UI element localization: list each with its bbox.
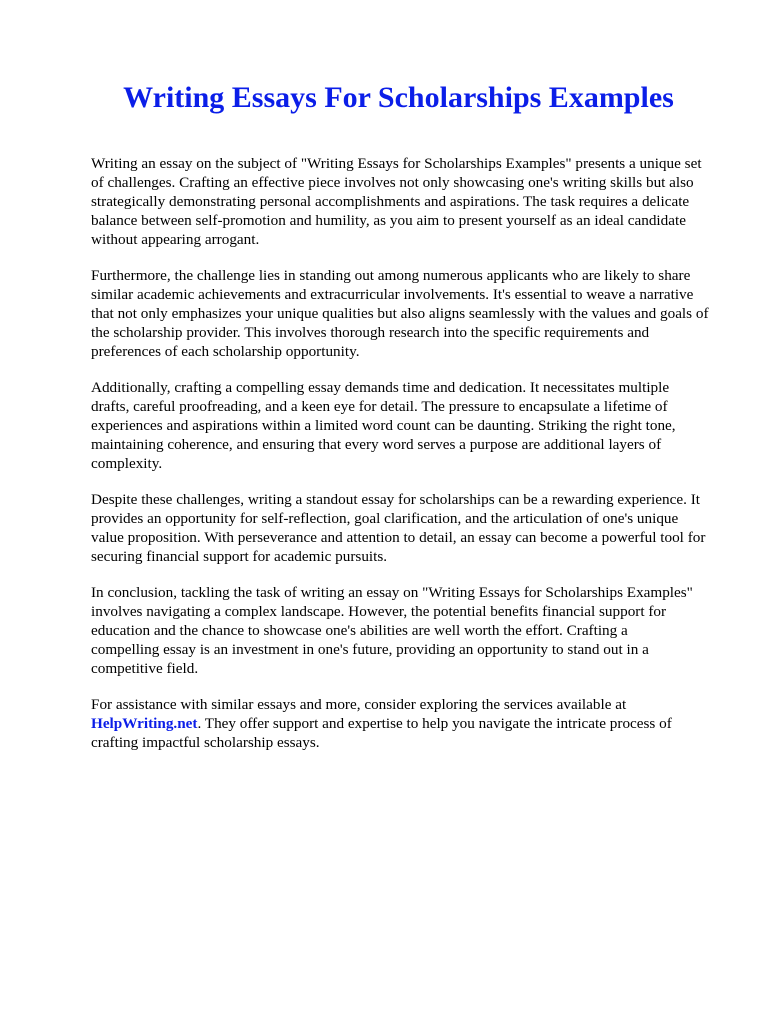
paragraph-6 [91,695,726,752]
paragraph-3 [91,378,726,473]
helpwriting-link[interactable]: HelpWriting.net [91,715,198,732]
paragraph-line: involves navigating a complex landscape. However, the potential benefits financial support for [91,603,667,620]
paragraph-line-with-link [91,714,726,733]
paragraph-line: complexity. [91,455,163,472]
paragraph-line: competitive field. [91,660,199,677]
paragraph-line: Writing an essay on the subject of "Writing Essays for Scholarships Examples" presents a unique set [91,155,702,172]
link-trailing-text: . They offer support and expertise to help you navigate the intricate process of [197,715,672,732]
paragraph-line: maintaining coherence, and ensuring that every word serves a purpose are additional layers of [91,436,662,453]
paragraph-line: strategically demonstrating personal accomplishments and aspirations. The task requires a delicate [91,193,690,210]
paragraph-line: balance between self-promotion and humility, as you aim to present yourself as an ideal candidate [91,212,686,229]
paragraph-line: securing financial support for academic pursuits. [91,548,388,565]
paragraph-line: preferences of each scholarship opportunity. [91,343,360,360]
paragraph-line: Despite these challenges, writing a standout essay for scholarships can be a rewarding experience. It [91,491,700,508]
paragraph-line: experiences and aspirations within a limited word count can be daunting. Striking the right tone, [91,417,676,434]
paragraph-line: drafts, careful proofreading, and a keen eye for detail. The pressure to encapsulate a lifetime of [91,398,668,415]
paragraph-2 [91,266,726,361]
paragraph-line: without appearing arrogant. [91,231,260,248]
paragraph-5 [91,583,726,678]
paragraph-line: education and the chance to showcase one's abilities are well worth the effort. Crafting a [91,622,628,639]
paragraph-line: value proposition. With perseverance and attention to detail, an essay can become a powerful tool for [91,529,706,546]
paragraph-line: compelling essay is an investment in one's future, providing an opportunity to stand out in a [91,641,649,658]
paragraph-line: the scholarship provider. This involves thorough research into the specific requirements and [91,324,650,341]
paragraph-line: similar academic achievements and extracurricular involvements. It's essential to weave a narrative [91,286,694,303]
paragraph-1 [91,154,726,249]
paragraph-line: provides an opportunity for self-reflection, goal clarification, and the articulation of one's unique [91,510,679,527]
paragraph-line: that not only emphasizes your unique qualities but also aligns seamlessly with the values and goals of [91,305,709,322]
paragraph-line: Furthermore, the challenge lies in standing out among numerous applicants who are likely to share [91,267,691,284]
paragraph-line: For assistance with similar essays and more, consider exploring the services available at [91,696,627,713]
paragraph-line: of challenges. Crafting an effective piece involves not only showcasing one's writing skills but also [91,174,694,191]
paragraph-line: crafting impactful scholarship essays. [91,734,320,751]
paragraph-line: In conclusion, tackling the task of writing an essay on "Writing Essays for Scholarships Examples" [91,584,693,601]
paragraph-4 [91,490,726,566]
document-title: Writing Essays For Scholarships Examples [123,81,674,114]
paragraph-line: Additionally, crafting a compelling essay demands time and dedication. It necessitates multiple [91,379,670,396]
